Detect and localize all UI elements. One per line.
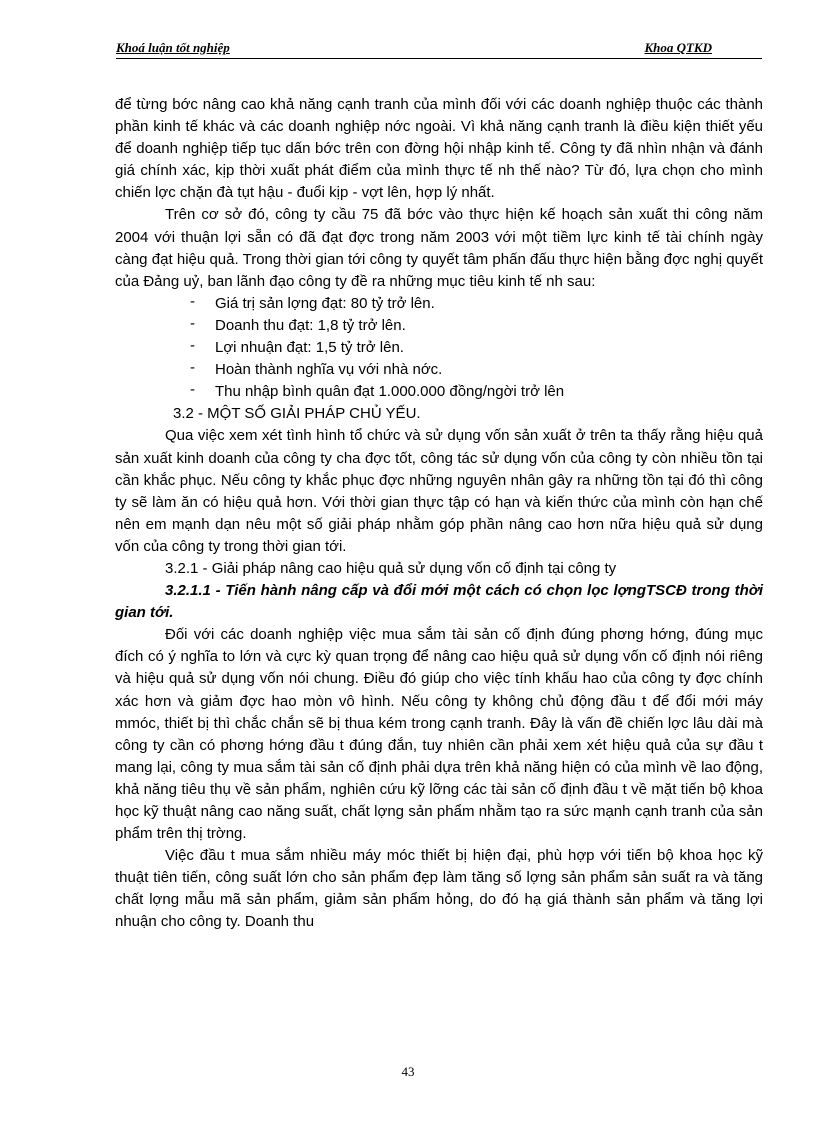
bullet-dash: - — [190, 292, 195, 310]
paragraph-5: Việc đầu t mua sắm nhiều máy móc thiết bị hiện đại, phù hợp với tiến bộ khoa học kỹ thuật tiên tiến, công suất lớn cho sản phẩm đẹp làm tăng số lợng sản phẩm sản suất ra và tăng chất lợng mẫu mã sản phẩm, giảm sản phẩm hỏng, do đó hạ giá thành sản phẩm và tăng lợi nhuận cho công ty. Doanh thu — [115, 847, 763, 931]
list-item: - Lợi nhuận đạt: 1,5 tỷ trở lên. — [190, 337, 404, 357]
paragraph-3: Qua việc xem xét tình hình tổ chức và sử dụng vốn sản xuất ở trên ta thấy rằng hiệu quả sản xuất kinh doanh của công ty cha đợc tốt, công tác sử dụng vốn của công ty còn nhiều tồn tại cần khắc phục. Nếu công ty khắc phục đợc những nguyên nhân gây ra những tồn tại đó thì công ty sẽ làm ăn có hiệu quả hơn. Với thời gian thực tập có hạn và kiến thức của mình còn hạn chế nên em mạnh dạn nêu một số giải pháp nhằm góp phần nâng cao hơn nữa hiệu quả sử dụng vốn của công ty trong thời gian tới. — [115, 427, 763, 555]
bullet-dash: - — [190, 314, 195, 332]
page-header — [116, 38, 762, 59]
bullet-dash: - — [190, 381, 195, 399]
paragraph-1: để từng bớc nâng cao khả năng cạnh tranh của mình đối với các doanh nghiệp thuộc các thành phần kinh tế khác và các doanh nghiệp nớc ngoài. Vì khả năng cạnh tranh là điều kiện thiết yếu để doanh nghiệp tiếp tục dấn bớc trên con đờng hội nhập kinh tế. Công ty đã nhìn nhận và đánh giá chính xác, kịp thời xuất phát điểm của mình thực tế nh thế nào? Từ đó, lựa chọn cho mình chiến lợc chặn đà tụt hậu - đuổi kịp - vợt lên, hợp lý nhất. — [115, 96, 763, 202]
page-number: 43 — [401, 1064, 415, 1079]
list-item: - Giá trị sản lợng đạt: 80 tỷ trở lên. — [190, 292, 435, 312]
header-faculty: Khoa QTKD — [644, 40, 712, 55]
list-item: - Hoàn thành nghĩa vụ với nhà nớc. — [190, 359, 443, 379]
paragraph-4: Đối với các doanh nghiệp việc mua sắm tài sản cố định đúng phơng hớng, đúng mục đích có ý nghĩa to lớn và cực kỳ quan trọng để nâng cao hiệu quả sử dụng vốn cố định nói riêng và hiệu quả sử dụng vốn nói chung. Điều đó giúp cho việc tính khấu hao của công ty đợc chính xác hơn và giảm đợc hao mòn vô hình. Nếu công ty không chủ động đầu t để đổi mới máy mmóc, thiết bị thì chắc chắn sẽ bị thua kém trong cạnh tranh. Đây là vấn đề chiến lợc lâu dài mà công ty cần có phơng hớng đầu t đúng đắn, tuy nhiên cần phải xem xét hiệu quả của sự đầu t mang lại, công ty mua sắm tài sản cố định phải dựa trên khả năng hiện có của mình về lao động, khả năng tiêu thụ về sản phẩm, nghiên cứu kỹ lỡng các tài sản cố định đầu t về mặt tiến bộ khoa học kỹ thuật nâng cao năng suất, chất lợng sản phẩm nhằm tạo ra sức mạnh cạnh tranh của sản phẩm trên thị trờng. — [115, 626, 763, 843]
section-heading-3-2-1-1: 3.2.1.1 - Tiến hành nâng cấp và đổi mới một cách có chọn lọc lợngTSCĐ trong thời gian tới. — [115, 582, 763, 622]
paragraph-2: Trên cơ sở đó, công ty cầu 75 đã bớc vào thực hiện kế hoạch sản xuất thi công năm 2004 với thuận lợi sẵn có đã đạt đợc trong năm 2003 với một tiềm lực kinh tế tài chính ngày càng đạt hiệu quả. Trong thời gian tới công ty quyết tâm phấn đấu thực hiện bằng đợc nghị quyết của Đảng uỷ, ban lãnh đạo công ty đề ra những mục tiêu kinh tế nh sau: — [115, 206, 763, 290]
list-item: - Doanh thu đạt: 1,8 tỷ trở lên. — [190, 314, 406, 334]
section-heading-3-2: 3.2 - MỘT SỐ GIẢI PHÁP CHỦ YẾU. — [173, 405, 421, 423]
objectives-list — [115, 293, 763, 403]
header-thesis-title: Khoá luận tốt nghiệp — [116, 40, 230, 55]
section-heading-3-2-1: 3.2.1 - Giải pháp nâng cao hiệu quả sử dụng vốn cố định tại công ty — [165, 559, 617, 577]
document-body — [115, 94, 763, 934]
bullet-dash: - — [190, 337, 195, 355]
bullet-dash: - — [190, 359, 195, 377]
list-item: - Thu nhập bình quân đạt 1.000.000 đồng/ngời trở lên — [190, 381, 565, 401]
